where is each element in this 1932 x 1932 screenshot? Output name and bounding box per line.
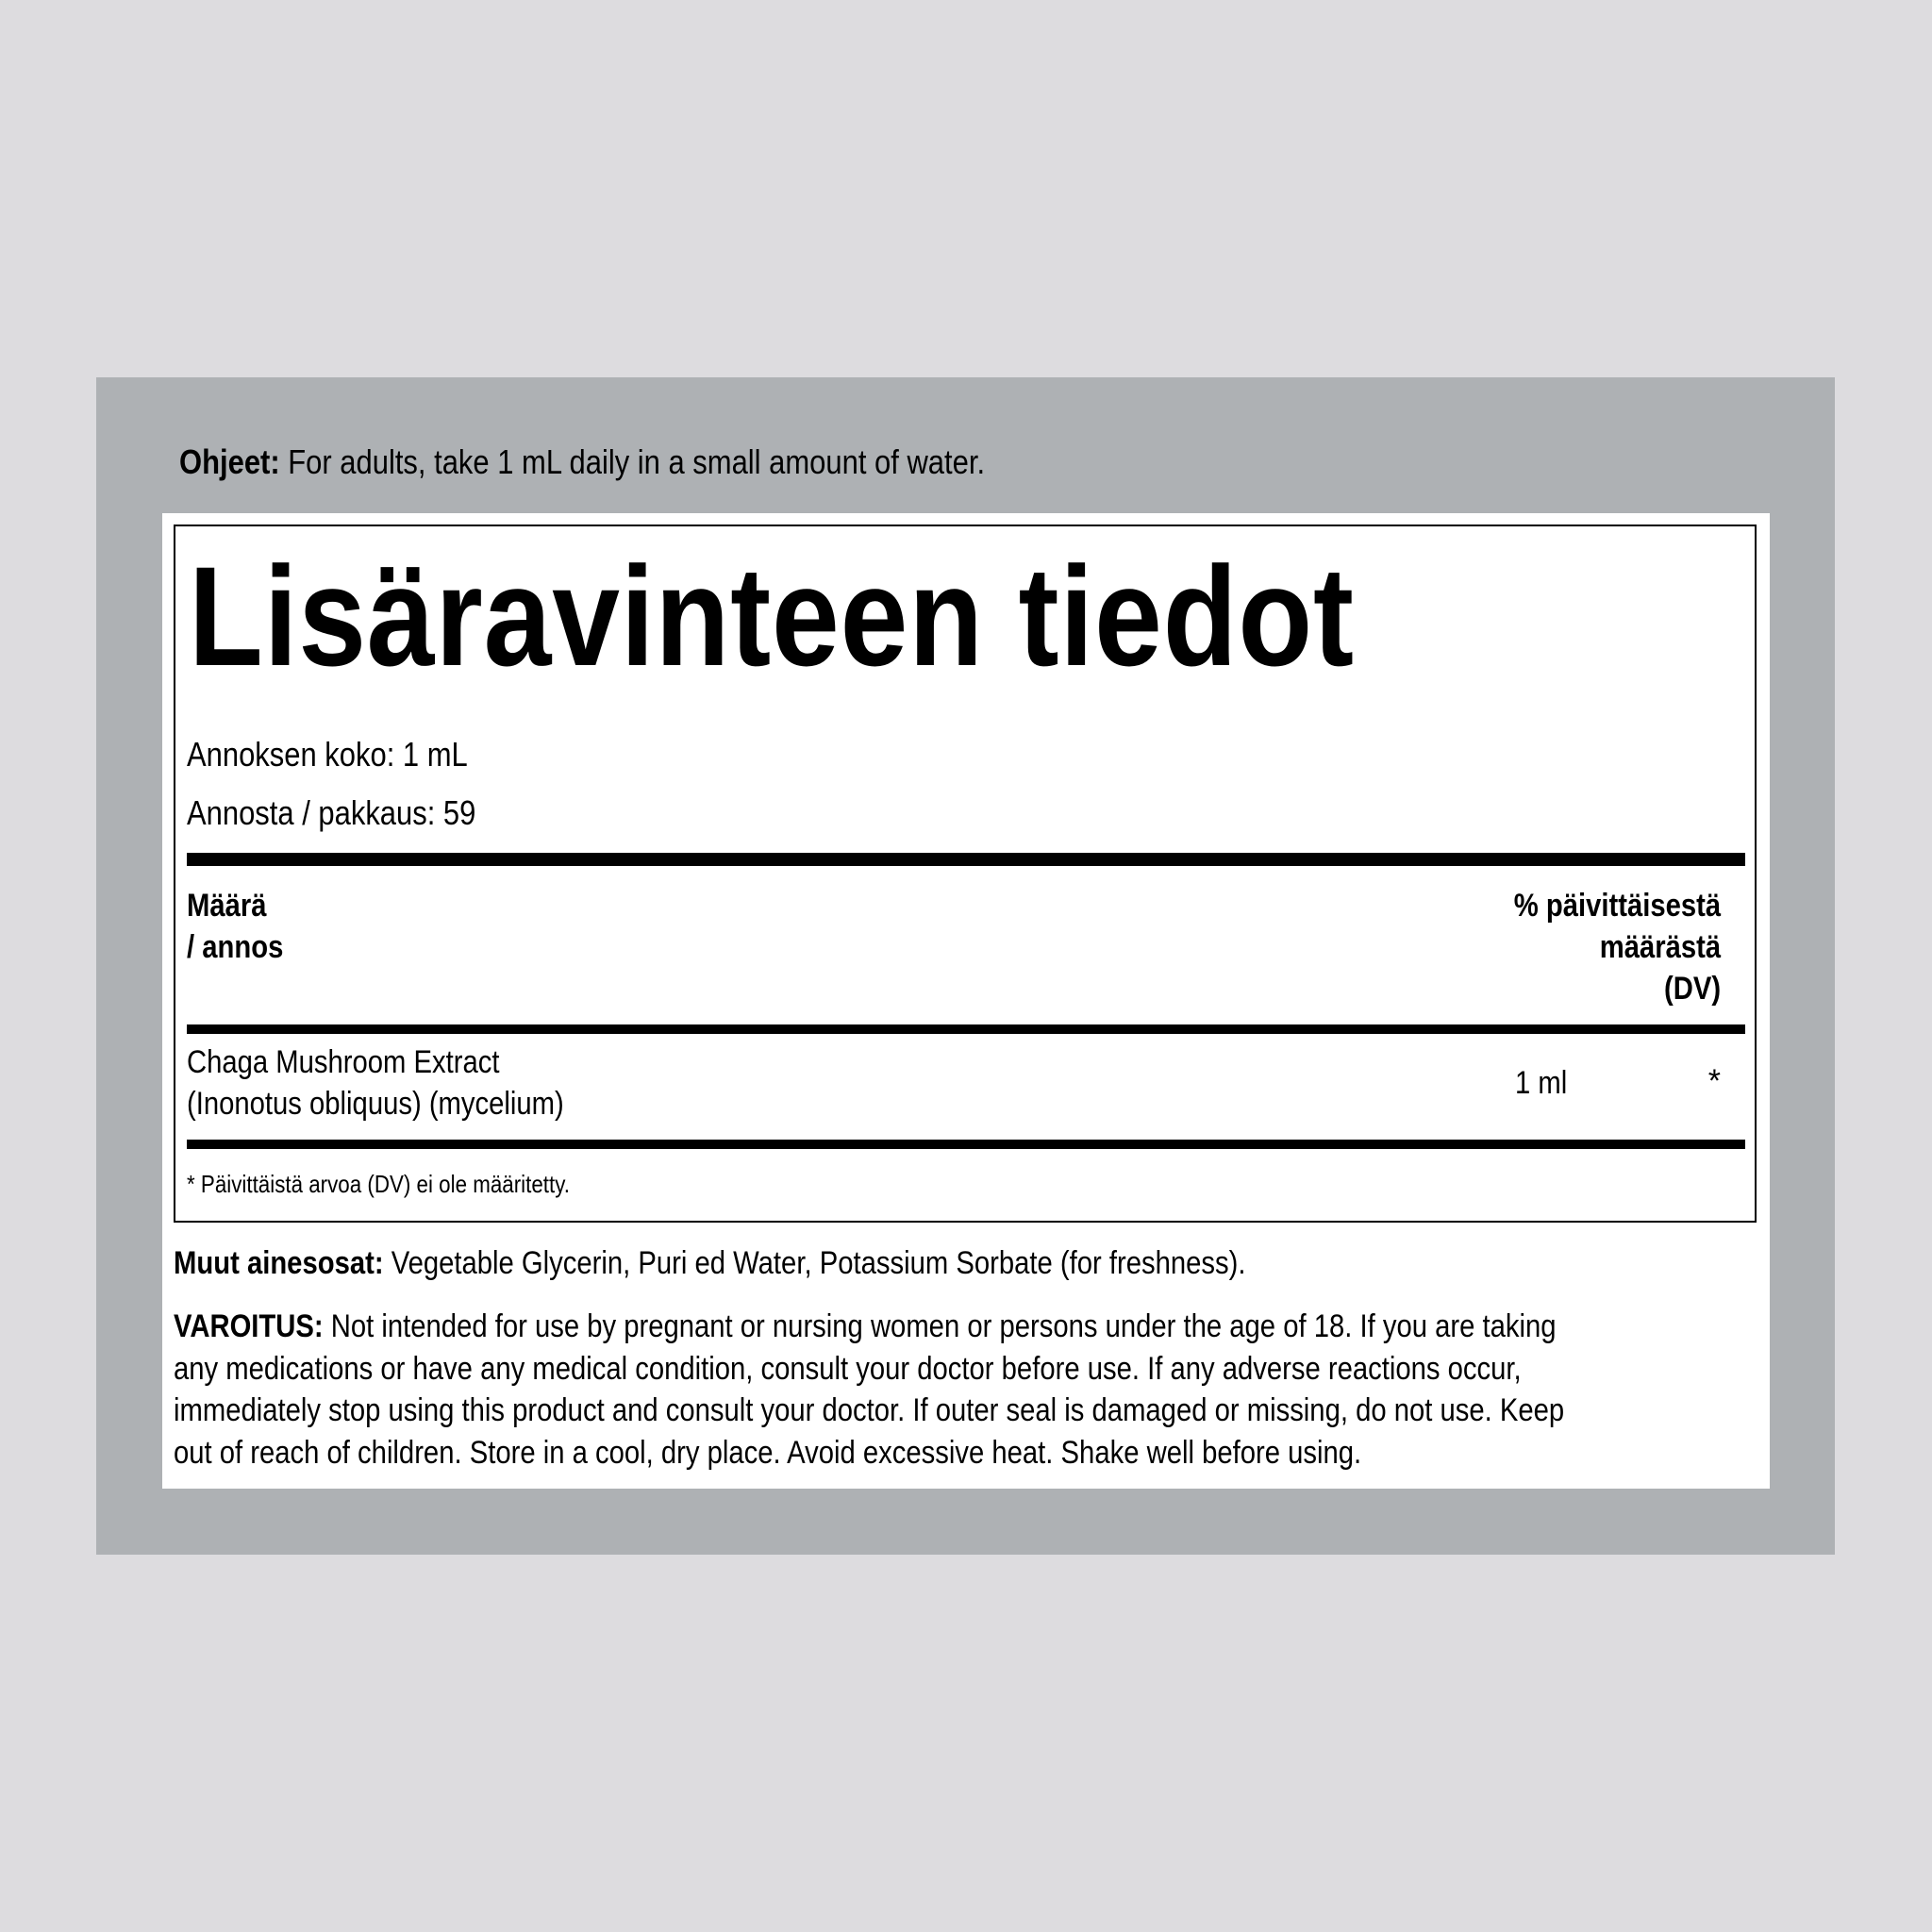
other-ingredients-label: Muut ainesosat: [174, 1245, 384, 1281]
warning-label: VAROITUS: [174, 1308, 324, 1344]
amount-per-serving-header [187, 885, 283, 968]
ingredient-name-line: (Inonotus obliquus) (mycelium) [187, 1086, 564, 1122]
warning-body: Not intended for use by pregnant or nursing women or persons under the age of 18. If you are taking any medications or have any medical condition, consult your doctor before use. If any adverse reactions occur, immediately stop using this product and consult your doctor. If outer seal is damaged or missing, do not use. Keep out of reach of children. Store in a cool, dry place. Avoid excessive heat. Shake well before using. [174, 1308, 1565, 1471]
directions-label: Ohjeet: [179, 442, 280, 481]
servings-per-container: Annosta / pakkaus: 59 [187, 793, 476, 832]
supplement-facts-title: Lisäravinteen tiedot [189, 537, 1355, 695]
daily-value-header [1514, 885, 1721, 1009]
amount-header-line: Määrä [187, 888, 267, 924]
warning-text [174, 1306, 1569, 1474]
dv-header-line: (DV) [1663, 971, 1721, 1007]
serving-size: Annoksen koko: 1 mL [187, 735, 468, 774]
ingredient-name-line: Chaga Mushroom Extract [187, 1044, 500, 1080]
directions-body: For adults, take 1 mL daily in a small amount of water. [279, 442, 986, 481]
amount-header-line: / annos [187, 929, 284, 965]
divider-rule [187, 853, 1745, 866]
ingredient-name [187, 1041, 564, 1124]
ingredient-daily-value: * [1707, 1063, 1721, 1099]
divider-rule [187, 1024, 1745, 1034]
daily-value-footnote: * Päivittäistä arvoa (DV) ei ole määritetty. [187, 1170, 570, 1198]
divider-rule [187, 1140, 1745, 1149]
ingredient-amount: 1 ml [1515, 1065, 1568, 1101]
directions-text [179, 440, 985, 485]
dv-header-line: % päivittäisestä [1513, 888, 1721, 924]
other-ingredients-body: Vegetable Glycerin, Puri ed Water, Potassium Sorbate (for freshness). [383, 1245, 1246, 1281]
dv-header-line: määrästä [1599, 929, 1721, 965]
other-ingredients [174, 1241, 1245, 1285]
supplement-facts-box [174, 525, 1757, 1223]
